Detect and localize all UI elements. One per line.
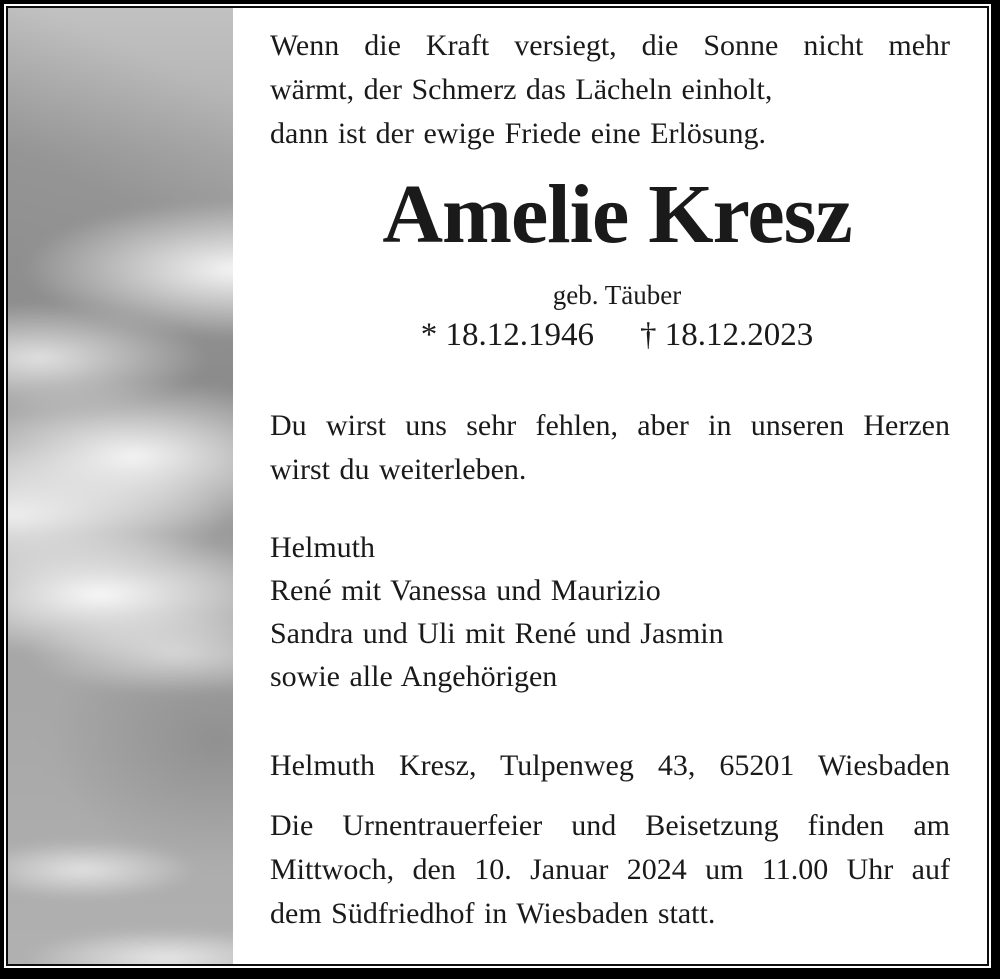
mourner-line-3: Sandra und Uli mit René und Jasmin	[270, 617, 724, 650]
mourner-line-4: sowie alle Angehörigen	[270, 660, 558, 693]
inner-frame-border	[6, 6, 989, 966]
funeral-line-3: dem Südfriedhof in Wiesbaden statt.	[270, 897, 716, 930]
birth-date: * 18.12.1946	[420, 317, 594, 353]
mourners-list	[270, 526, 950, 698]
mourner-line-2: René mit Vanessa und Maurizio	[270, 574, 661, 607]
obituary-text-panel	[233, 8, 987, 964]
mourner-line-1: Helmuth	[270, 531, 375, 564]
funeral-line-2: Mittwoch, den 10. Januar 2024 um 11.00 Uhr auf	[270, 853, 950, 886]
farewell-line-2: wirst du weiterleben.	[270, 453, 527, 486]
funeral-line-1: Die Urnentrauerfeier und Beisetzung finden am	[270, 809, 950, 842]
farewell-text	[270, 404, 950, 492]
verse-line-3: dann ist der ewige Friede eine Erlösung.	[270, 117, 767, 150]
deceased-name: Amelie Kresz	[382, 168, 852, 261]
life-dates	[277, 316, 957, 354]
funeral-announcement	[270, 804, 950, 936]
death-date: † 18.12.2023	[640, 317, 814, 353]
verse-line-2: wärmt, der Schmerz das Lächeln einholt,	[270, 73, 773, 106]
opening-verse	[270, 24, 950, 156]
contact-address: Helmuth Kresz, Tulpenweg 43, 65201 Wiesbaden	[270, 749, 950, 782]
verse-line-1: Wenn die Kraft versiegt, die Sonne nicht mehr	[270, 29, 950, 62]
maiden-name: geb. Täuber	[552, 280, 682, 310]
clouds-photo	[8, 8, 233, 964]
farewell-line-1: Du wirst uns sehr fehlen, aber in unseren Herzen	[270, 409, 950, 442]
